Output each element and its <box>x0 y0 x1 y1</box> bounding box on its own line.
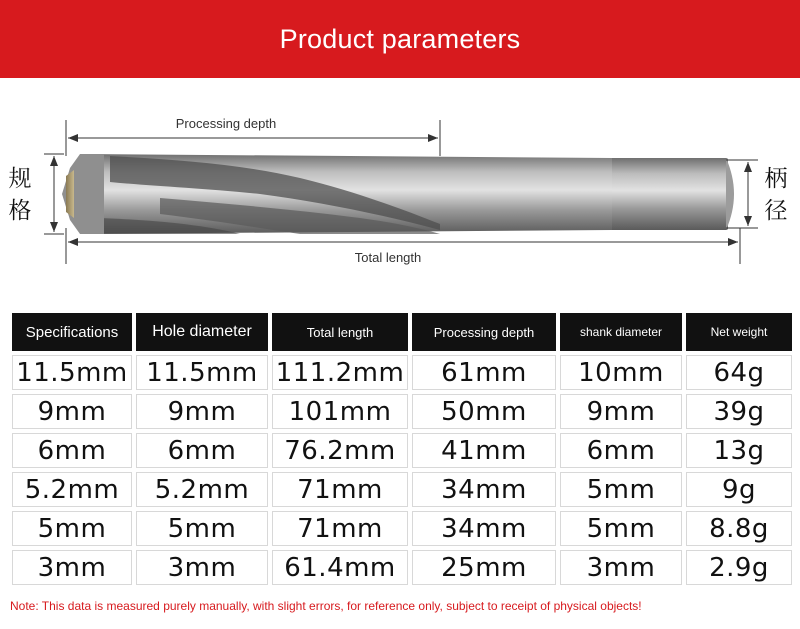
table-row <box>12 511 792 546</box>
cell-shank-diameter: 5mm <box>560 511 682 546</box>
table-row <box>12 472 792 507</box>
spec-label-char-1: 规 <box>8 166 32 192</box>
shank-end <box>726 158 734 230</box>
cell-total-length: 71mm <box>272 511 408 546</box>
header-hole-diameter: Hole diameter <box>136 313 268 351</box>
header-banner <box>0 0 800 78</box>
table-row <box>12 355 792 390</box>
cell-shank-diameter: 5mm <box>560 472 682 507</box>
processing-depth-dimension <box>66 116 440 156</box>
cell-net-weight: 39g <box>686 394 792 429</box>
cell-total-length: 101mm <box>272 394 408 429</box>
cell-net-weight: 2.9g <box>686 550 792 585</box>
spec-label-char-2: 格 <box>8 198 32 224</box>
cell-shank-diameter: 6mm <box>560 433 682 468</box>
table-row <box>12 394 792 429</box>
shank-label-char-1: 柄 <box>764 166 788 192</box>
cell-shank-diameter: 10mm <box>560 355 682 390</box>
table-row <box>12 550 792 585</box>
cell-hole-diameter: 6mm <box>136 433 268 468</box>
cell-total-length: 61.4mm <box>272 550 408 585</box>
total-length-label: Total length <box>354 250 422 265</box>
drill-shank <box>600 158 728 230</box>
table-header-row <box>12 313 792 351</box>
cell-specification: 5.2mm <box>12 472 132 507</box>
disclaimer-note: Note: This data is measured purely manually, with slight errors, for reference only, subject to receipt of physical objects! <box>10 599 642 613</box>
cell-total-length: 71mm <box>272 472 408 507</box>
carbide-insert <box>66 170 74 218</box>
cell-net-weight: 64g <box>686 355 792 390</box>
drill-bit-diagram <box>0 78 800 303</box>
cell-hole-diameter: 5mm <box>136 511 268 546</box>
cell-specification: 9mm <box>12 394 132 429</box>
cell-specification: 6mm <box>12 433 132 468</box>
cell-specification: 5mm <box>12 511 132 546</box>
cell-net-weight: 8.8g <box>686 511 792 546</box>
cell-net-weight: 13g <box>686 433 792 468</box>
cell-total-length: 76.2mm <box>272 433 408 468</box>
cell-shank-diameter: 3mm <box>560 550 682 585</box>
shank-label-char-2: 径 <box>764 198 788 224</box>
cell-hole-diameter: 5.2mm <box>136 472 268 507</box>
page-title: Product parameters <box>279 23 521 54</box>
cell-hole-diameter: 9mm <box>136 394 268 429</box>
header-total-length: Total length <box>272 313 408 351</box>
header-processing-depth: Processing depth <box>412 313 556 351</box>
cell-total-length: 111.2mm <box>272 355 408 390</box>
cell-processing-depth: 41mm <box>412 433 556 468</box>
cell-specification: 3mm <box>12 550 132 585</box>
shank-dimension <box>726 160 788 228</box>
spec-dimension <box>9 154 65 234</box>
cell-processing-depth: 50mm <box>412 394 556 429</box>
cell-processing-depth: 34mm <box>412 511 556 546</box>
header-specifications: Specifications <box>12 313 132 351</box>
cell-hole-diameter: 3mm <box>136 550 268 585</box>
cell-net-weight: 9g <box>686 472 792 507</box>
parameters-table <box>8 309 796 589</box>
header-shank-diameter: shank diameter <box>560 313 682 351</box>
cell-processing-depth: 34mm <box>412 472 556 507</box>
cell-processing-depth: 61mm <box>412 355 556 390</box>
cell-hole-diameter: 11.5mm <box>136 355 268 390</box>
cell-specification: 11.5mm <box>12 355 132 390</box>
processing-depth-label: Processing depth <box>175 116 277 131</box>
cell-shank-diameter: 9mm <box>560 394 682 429</box>
table-row <box>12 433 792 468</box>
drill-bit <box>62 154 734 234</box>
cell-processing-depth: 25mm <box>412 550 556 585</box>
header-net-weight: Net weight <box>686 313 792 351</box>
